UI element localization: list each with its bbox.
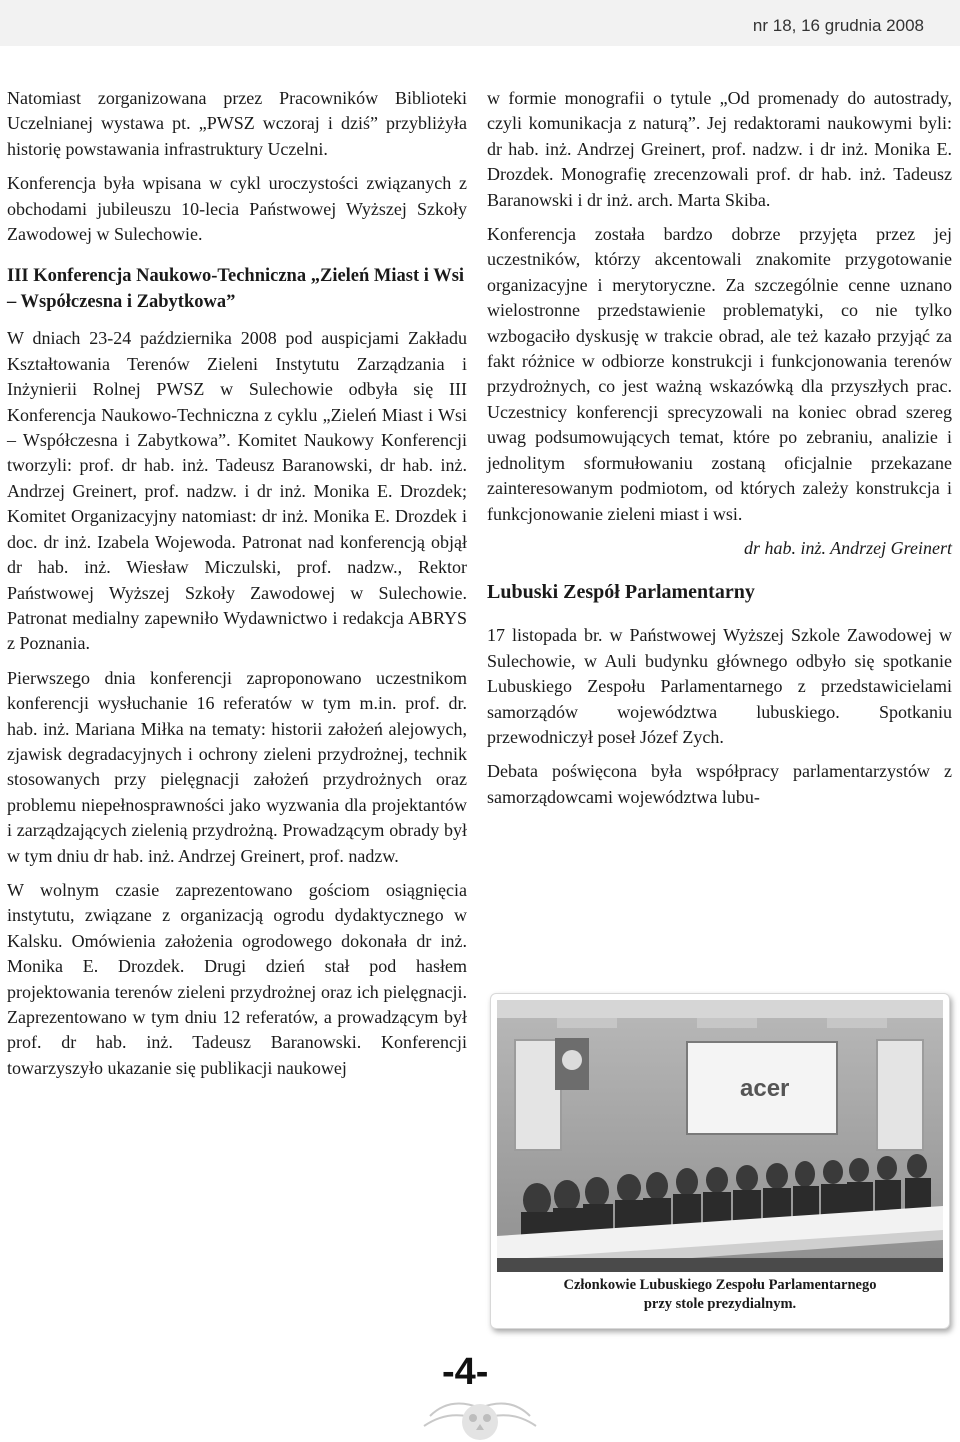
caption-line: przy stole prezydialnym. [643,1296,797,1312]
paragraph: Pierwszego dnia konferencji zaproponowano uczestnikom konferencji wysłuchanie 16 referatów w tym m.in. prof. dr. hab. inż. Mariana Miłka na tematy: historii założeń alejowych, zjawisk degradacyjnych i ochrony zieleni przydrożnej, technik stosowanych przy pielęgnacji założeń przydrożnych oraz problemu niepełnosprawności jako wyzwania dla projektantów i zarządzających zielenią przydrożną. Prowadzącym obrady był w tym dniu dr hab. inż. Andrzej Greinert, prof. nadzw. [7,667,467,866]
meeting-photo-illustration [497,1000,943,1272]
caption-line: Członkowie Lubuskiego Zespołu Parlamentarnego [563,1277,877,1293]
section-heading-parliament: Lubuski Zespół Parlamentarny [487,581,755,604]
paragraph: Konferencja była wpisana w cykl uroczystości związanych z obchodami jubileuszu 10-lecia Państwowej Wyższej Szkoły Zawodowej w Sulechowie. [7,173,467,245]
paragraph: W dniach 23-24 października 2008 pod auspicjami Zakładu Kształtowania Terenów Zieleni Instytutu Zarządzania i Inżynierii Rolnej PWSZ w Sulechowie odbyła się III Konferencja Naukowo-Techniczna z cyklu „Zieleń Miast i Wsi – Współczesna i Zabytkowa”. Komitet Naukowy Konferencji tworzyli: prof. dr hab. inż. Tadeusz Baranowski, dr hab. inż. Andrzej Greinert, prof. nadzw. i dr inż. Monika E. Drozdek; Komitet Organizacyjny natomiast: dr inż. Monika E. Drozdek i doc. dr inż. Izabela Wojewoda. Patronat nad konferencją objął dr hab. inż. Wiesław Miczulski, prof. nadzw., Rektor Państwowej Wyższej Szkoły Zawodowej w Sulechowie. Patronat medialny zapewniło Wydawnictwo i redakcja ABRYS z Poznania. [7,328,467,654]
photo-frame [490,993,950,1329]
screen-logo-text: acer [740,1075,790,1102]
paragraph: w formie monografii o tytule „Od promenady do autostrady, czyli komunikacja z naturą”. Jej redaktorami naukowymi byli: dr hab. inż. Andrzej Greinert, prof. nadzw. i dr inż. Monika E. Drozdek. Monografię zrecenzowali prof. dr hab. inż. Tadeusz Baranowski i dr inż. arch. Marta Skiba. [487,88,952,210]
right-column [487,86,952,819]
section-heading-conference: III Konferencja Naukowo-Techniczna „Zieleń Miast i Wsi – Współczesna i Zabytkowa” [7,266,465,313]
owl-emblem-icon [420,1386,540,1442]
paragraph: Natomiast zorganizowana przez Pracowników Biblioteki Uczelnianej wystawa pt. „PWSZ wczoraj i dziś” przybliżyła historię powstawania infrastruktury Uczelni. [7,88,467,159]
photo-caption [497,1276,943,1314]
issue-date: nr 18, 16 grudnia 2008 [752,16,924,35]
left-column [7,86,467,1090]
author-signature: dr hab. inż. Andrzej Greinert [743,537,952,558]
paragraph: Konferencja została bardzo dobrze przyjęta przez jej uczestników, którzy akcentowali znakomite przygotowanie organizacyjne i merytoryczne. Za szczególnie cenne uznano wielostronne przedstawienie problematyki, co nie tylko wzbogaciło dyskusję w trakcie obrad, ale też kazało przyjąć za fakt różnice w odbiorze konstrukcji i funkcjonowania terenów przydrożnych, co jest ważną wskazówką dla przyszłych prac. Uczestnicy konferencji sprecyzowali na koniec obrad szereg uwag podsumowujących temat, które po zebraniu, analizie i jednolitym sformułowaniu zostaną oficjalnie przekazane zainteresowanym podmiotom, od których zależy konstrukcja i funkcjonowanie zieleni miast i wsi. [487,224,952,524]
header-bar [0,0,960,46]
paragraph: 17 listopada br. w Państwowej Wyższej Szkole Zawodowej w Sulechowie, w Auli budynku głównego odbyło się spotkanie Lubuskiego Zespołu Parlamentarnego z przedstawicielami samorządów województwa lubuskiego. Spotkaniu przewodniczył poseł Józef Zych. [487,625,952,747]
paragraph: W wolnym czasie zaprezentowano gościom osiągnięcia instytutu, związane z organizacją ogrodu dydaktycznego w Kalsku. Omówienia założenia ogrodowego dokonała dr inż. Monika E. Drozdek. Drugi dzień stał pod hasłem projektowania terenów zieleni przydrożnej oraz ich pielęgnacji. Zaprezentowano w tym dniu 12 referatów, a prowadzącym był prof. dr hab. inż. Tadeusz Baranowski. Konferencji towarzyszyło ukazanie się publikacji naukowej [7,879,467,1078]
meeting-photo [497,1000,943,1272]
page-number: -4- [442,1351,489,1393]
paragraph: Debata poświęcona była współpracy parlamentarzystów z samorządowcami województwa lubu- [487,761,952,807]
